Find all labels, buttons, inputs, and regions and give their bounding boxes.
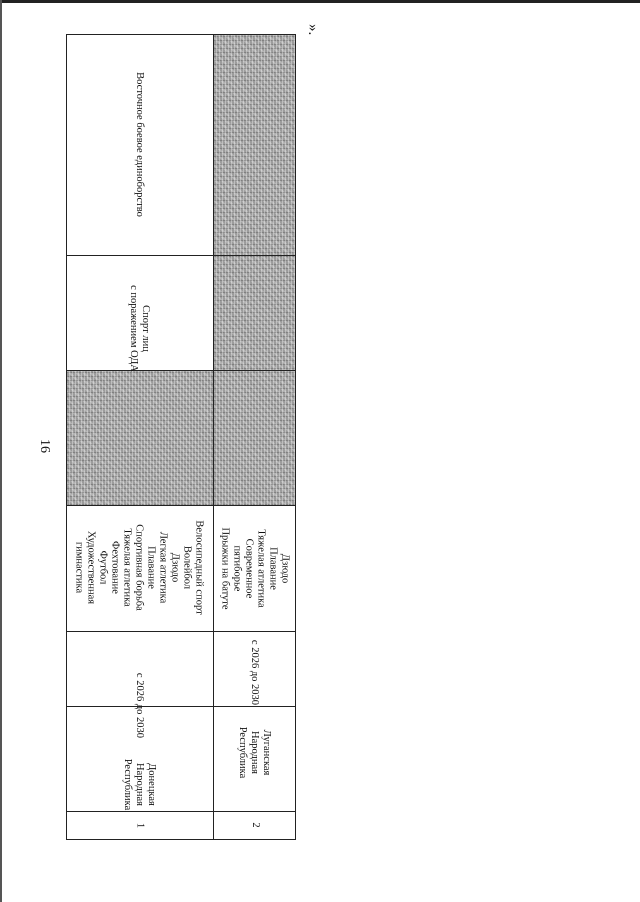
region-cell: Луганская Народная Республика	[237, 726, 273, 779]
period-cell: с 2026 до 2030	[134, 672, 146, 739]
period-cell: с 2026 до 2030	[249, 639, 261, 706]
page-number: 16	[37, 439, 52, 453]
oda-sport-cell: Спорт лиц с поражением ОДА	[128, 285, 152, 372]
sports-table	[66, 34, 296, 840]
sports-list: Дзюдо Плавание Тяжелая атлетика Современное пятиборье Прыжки на батуте	[220, 527, 291, 610]
column-divider	[66, 255, 296, 256]
row-number: 2	[250, 822, 261, 828]
shaded-cell	[66, 370, 213, 505]
page-edge	[0, 0, 640, 3]
region-cell: Донецкая Народная Республика	[122, 758, 158, 811]
shaded-cell	[213, 34, 296, 505]
page-edge-left	[0, 0, 2, 902]
closing-quote: ».	[305, 24, 321, 36]
extra-sport-cell: Восточное боевое единоборство	[134, 72, 146, 217]
sports-list: Велосипедный спорт Волейбол Дзюдо Легкая атлетика Плавание Спортивная борьба Тяжелая атлетика Фехтование Футбол Художественная гимнастика	[74, 520, 205, 615]
row-number: 1	[135, 822, 146, 829]
